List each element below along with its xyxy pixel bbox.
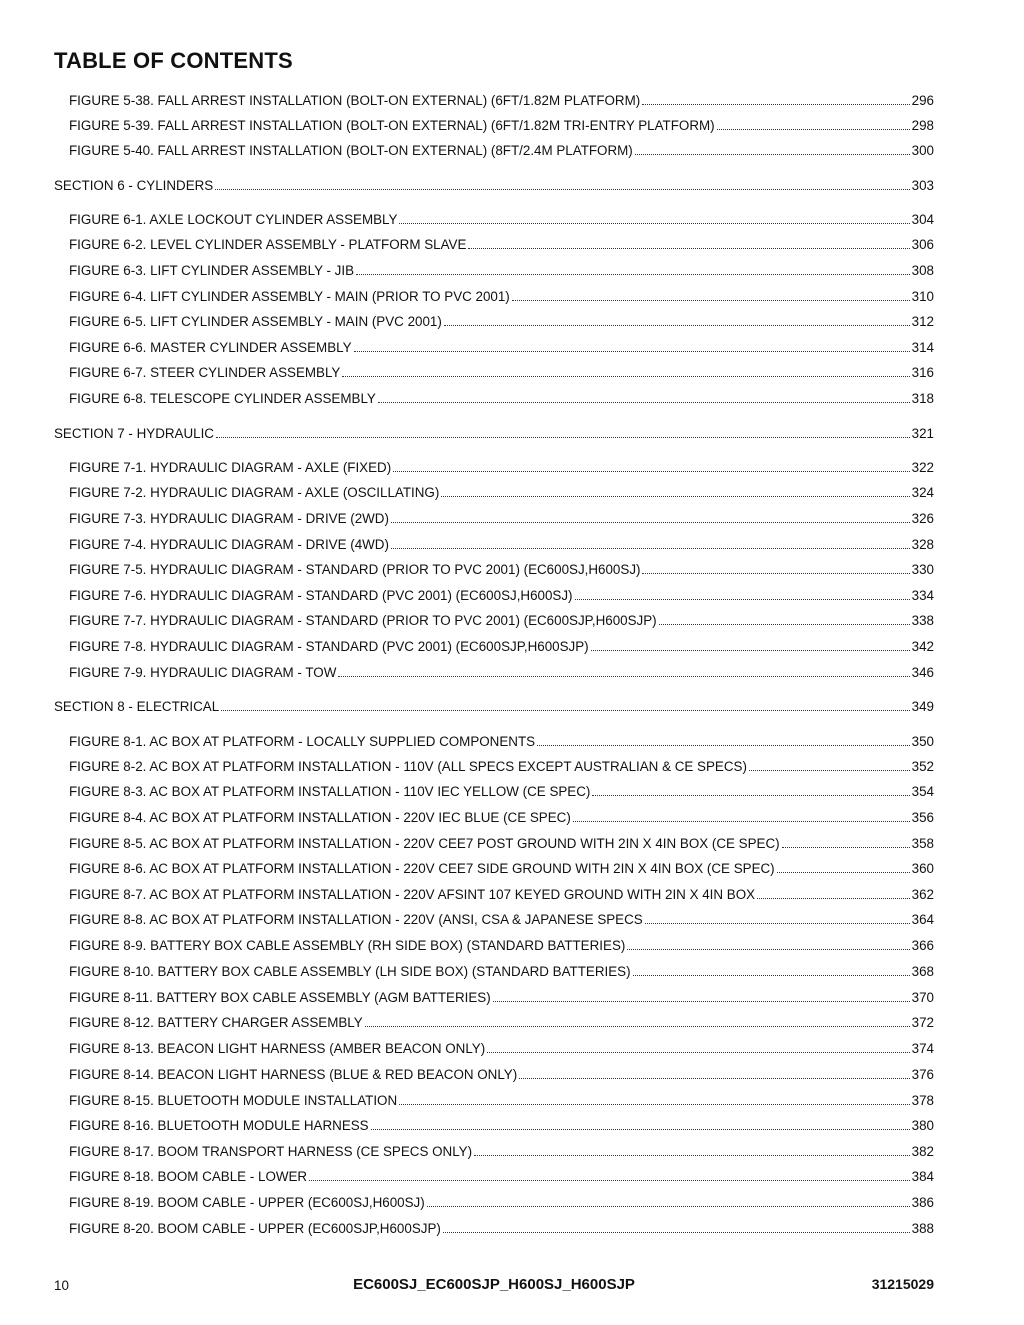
dot-leader — [537, 744, 910, 746]
toc-figure-entry[interactable] — [69, 511, 934, 527]
toc-entry-title: FIGURE 8-7. AC BOX AT PLATFORM INSTALLATION - 220V AFSINT 107 KEYED GROUND WITH 2IN X 4IN BOX — [69, 887, 756, 902]
toc-entry-page: 308 — [911, 263, 934, 278]
toc-figure-entry[interactable] — [69, 391, 934, 407]
toc-figure-entry[interactable] — [69, 1169, 934, 1185]
toc-entry-title: FIGURE 8-13. BEACON LIGHT HARNESS (AMBER BEACON ONLY) — [69, 1041, 486, 1056]
toc-entry-page: 388 — [911, 1221, 934, 1236]
toc-entry-title: FIGURE 5-40. FALL ARREST INSTALLATION (BOLT-ON EXTERNAL) (8FT/2.4M PLATFORM) — [69, 143, 633, 158]
toc-entry-title: FIGURE 6-5. LIFT CYLINDER ASSEMBLY - MAIN (PVC 2001) — [69, 314, 442, 329]
dot-leader — [215, 188, 909, 190]
toc-entry-title: SECTION 7 - HYDRAULIC — [54, 426, 214, 441]
toc-entry-title: FIGURE 8-9. BATTERY BOX CABLE ASSEMBLY (RH SIDE BOX) (STANDARD BATTERIES) — [69, 938, 626, 953]
toc-entry-title: FIGURE 7-5. HYDRAULIC DIAGRAM - STANDARD (PRIOR TO PVC 2001) (EC600SJ,H600SJ) — [69, 562, 641, 577]
toc-entry-page: 384 — [911, 1169, 934, 1184]
toc-section-entry[interactable] — [54, 178, 934, 194]
toc-entry-title: FIGURE 8-18. BOOM CABLE - LOWER — [69, 1169, 308, 1184]
toc-entry-title: FIGURE 8-1. AC BOX AT PLATFORM - LOCALLY SUPPLIED COMPONENTS — [69, 734, 536, 749]
dot-leader — [441, 495, 909, 497]
toc-entry-title: FIGURE 8-10. BATTERY BOX CABLE ASSEMBLY (LH SIDE BOX) (STANDARD BATTERIES) — [69, 964, 631, 979]
dot-leader — [645, 922, 910, 924]
toc-entry-title: FIGURE 8-6. AC BOX AT PLATFORM INSTALLATION - 220V CEE7 SIDE GROUND WITH 2IN X 4IN BOX (CE SPEC) — [69, 861, 775, 876]
toc-entry-page: 366 — [911, 938, 934, 953]
toc-entry-page: 324 — [911, 485, 934, 500]
footer-page-number: 10 — [54, 1278, 69, 1293]
toc-entry-page: 321 — [911, 426, 934, 441]
toc-entry-page: 300 — [911, 143, 934, 158]
toc-figure-entry[interactable] — [69, 938, 934, 954]
dot-leader — [575, 598, 910, 600]
toc-entry-title: FIGURE 5-39. FALL ARREST INSTALLATION (BOLT-ON EXTERNAL) (6FT/1.82M TRI-ENTRY PLATFORM) — [69, 118, 715, 133]
toc-figure-entry[interactable] — [69, 784, 934, 800]
toc-figure-entry[interactable] — [69, 365, 934, 381]
dot-leader — [642, 103, 909, 105]
toc-entry-title: FIGURE 6-8. TELESCOPE CYLINDER ASSEMBLY — [69, 391, 376, 406]
toc-entry-title: FIGURE 7-8. HYDRAULIC DIAGRAM - STANDARD (PVC 2001) (EC600SJP,H600SJP) — [69, 639, 589, 654]
toc-entry-title: FIGURE 7-9. HYDRAULIC DIAGRAM - TOW — [69, 665, 337, 680]
toc-entry-title: FIGURE 8-16. BLUETOOTH MODULE HARNESS — [69, 1118, 369, 1133]
toc-entry-page: 372 — [911, 1015, 934, 1030]
footer-doc-number: 31215029 — [871, 1276, 934, 1292]
toc-entry-page: 380 — [911, 1118, 934, 1133]
toc-figure-entry[interactable] — [69, 212, 934, 228]
dot-leader — [633, 974, 910, 976]
toc-entry-page: 362 — [911, 887, 934, 902]
dot-leader — [777, 871, 910, 873]
toc-entry-page: 382 — [911, 1144, 934, 1159]
toc-entry-page: 322 — [911, 460, 934, 475]
toc-entry-title: FIGURE 8-4. AC BOX AT PLATFORM INSTALLATION - 220V IEC BLUE (CE SPEC) — [69, 810, 571, 825]
toc-figure-entry[interactable] — [69, 964, 934, 980]
toc-entry-title: FIGURE 6-6. MASTER CYLINDER ASSEMBLY — [69, 340, 352, 355]
toc-entry-title: FIGURE 6-4. LIFT CYLINDER ASSEMBLY - MAIN (PRIOR TO PVC 2001) — [69, 289, 510, 304]
toc-entry-page: 330 — [911, 562, 934, 577]
toc-figure-entry[interactable] — [69, 237, 934, 253]
toc-figure-entry[interactable] — [69, 93, 934, 109]
toc-entry-page: 364 — [911, 912, 934, 927]
toc-entry-page: 298 — [911, 118, 934, 133]
toc-section-entry[interactable] — [54, 426, 934, 442]
toc-entry-title: SECTION 8 - ELECTRICAL — [54, 699, 220, 714]
dot-leader — [627, 948, 909, 950]
toc-figure-entry[interactable] — [69, 588, 934, 604]
toc-figure-entry[interactable] — [69, 912, 934, 928]
toc-entry-title: FIGURE 6-2. LEVEL CYLINDER ASSEMBLY - PLATFORM SLAVE — [69, 237, 467, 252]
toc-entry-page: 338 — [911, 613, 934, 628]
toc-entry-page: 350 — [911, 734, 934, 749]
toc-entry-page: 354 — [911, 784, 934, 799]
toc-entry-title: FIGURE 8-15. BLUETOOTH MODULE INSTALLATION — [69, 1093, 398, 1108]
toc-entry-title: FIGURE 8-2. AC BOX AT PLATFORM INSTALLATION - 110V (ALL SPECS EXCEPT AUSTRALIAN & CE SPECS) — [69, 759, 747, 774]
toc-entry-page: 326 — [911, 511, 934, 526]
dot-leader — [221, 709, 909, 711]
toc-entry-title: SECTION 6 - CYLINDERS — [54, 178, 214, 193]
dot-leader — [427, 1205, 910, 1207]
dot-leader — [782, 846, 910, 848]
toc-figure-entry[interactable] — [69, 1093, 934, 1109]
toc-entry-title: FIGURE 8-3. AC BOX AT PLATFORM INSTALLATION - 110V IEC YELLOW (CE SPEC) — [69, 784, 591, 799]
dot-leader — [378, 401, 910, 403]
toc-entry-title: FIGURE 7-4. HYDRAULIC DIAGRAM - DRIVE (4WD) — [69, 537, 389, 552]
toc-entry-page: 346 — [911, 665, 934, 680]
toc-entry-title: FIGURE 8-11. BATTERY BOX CABLE ASSEMBLY (AGM BATTERIES) — [69, 990, 491, 1005]
toc-entry-page: 314 — [911, 340, 934, 355]
dot-leader — [338, 675, 909, 677]
toc-figure-entry[interactable] — [69, 485, 934, 501]
toc-figure-entry[interactable] — [69, 537, 934, 553]
toc-entry-title: FIGURE 5-38. FALL ARREST INSTALLATION (BOLT-ON EXTERNAL) (6FT/1.82M PLATFORM) — [69, 93, 641, 108]
toc-entry-page: 312 — [911, 314, 934, 329]
toc-entry-page: 306 — [911, 237, 934, 252]
dot-leader — [391, 521, 910, 523]
toc-entry-page: 328 — [911, 537, 934, 552]
toc-figure-entry[interactable] — [69, 460, 934, 476]
dot-leader — [642, 572, 909, 574]
toc-figure-entry[interactable] — [69, 143, 934, 159]
dot-leader — [757, 897, 910, 899]
toc-entry-page: 318 — [911, 391, 934, 406]
toc-entry-title: FIGURE 8-5. AC BOX AT PLATFORM INSTALLATION - 220V CEE7 POST GROUND WITH 2IN X 4IN BOX (CE SPEC) — [69, 836, 780, 851]
toc-section-entry[interactable] — [54, 699, 934, 715]
dot-leader — [717, 128, 910, 130]
toc-entry-page: 334 — [911, 588, 934, 603]
dot-leader — [519, 1077, 909, 1079]
toc-figure-entry[interactable] — [69, 1118, 934, 1134]
toc-entry-page: 296 — [911, 93, 934, 108]
toc-figure-entry[interactable] — [69, 118, 934, 134]
toc-entry-page: 374 — [911, 1041, 934, 1056]
toc-figure-entry[interactable] — [69, 810, 934, 826]
toc-entry-page: 370 — [911, 990, 934, 1005]
toc-entry-page: 352 — [911, 759, 934, 774]
dot-leader — [356, 273, 910, 275]
dot-leader — [749, 769, 910, 771]
toc-entry-title: FIGURE 8-14. BEACON LIGHT HARNESS (BLUE & RED BEACON ONLY) — [69, 1067, 518, 1082]
toc-figure-entry[interactable] — [69, 1015, 934, 1031]
dot-leader — [573, 820, 910, 822]
toc-figure-entry[interactable] — [69, 340, 934, 356]
toc-figure-entry[interactable] — [69, 861, 934, 877]
toc-entry-page: 356 — [911, 810, 934, 825]
toc-entry-title: FIGURE 7-7. HYDRAULIC DIAGRAM - STANDARD (PRIOR TO PVC 2001) (EC600SJP,H600SJP) — [69, 613, 657, 628]
toc-figure-entry[interactable] — [69, 990, 934, 1006]
toc-figure-entry[interactable] — [69, 613, 934, 629]
toc-entry-page: 358 — [911, 836, 934, 851]
toc-entry-title: FIGURE 7-6. HYDRAULIC DIAGRAM - STANDARD (PVC 2001) (EC600SJ,H600SJ) — [69, 588, 573, 603]
dot-leader — [444, 324, 910, 326]
toc-figure-entry[interactable] — [69, 562, 934, 578]
dot-leader — [309, 1179, 910, 1181]
dot-leader — [393, 470, 909, 472]
toc-entry-page: 368 — [911, 964, 934, 979]
dot-leader — [354, 350, 910, 352]
toc-entry-page: 310 — [911, 289, 934, 304]
toc-entry-title: FIGURE 7-1. HYDRAULIC DIAGRAM - AXLE (FIXED) — [69, 460, 392, 475]
toc-entry-page: 342 — [911, 639, 934, 654]
toc-entry-title: FIGURE 6-7. STEER CYLINDER ASSEMBLY — [69, 365, 341, 380]
toc-figure-entry[interactable] — [69, 1221, 934, 1237]
toc-entry-title: FIGURE 6-3. LIFT CYLINDER ASSEMBLY - JIB — [69, 263, 355, 278]
toc-figure-entry[interactable] — [69, 1195, 934, 1211]
toc-entry-title: FIGURE 8-8. AC BOX AT PLATFORM INSTALLATION - 220V (ANSI, CSA & JAPANESE SPECS — [69, 912, 643, 927]
toc-figure-entry[interactable] — [69, 639, 934, 655]
page-footer — [54, 1276, 934, 1296]
toc-entry-page: 360 — [911, 861, 934, 876]
toc-figure-entry[interactable] — [69, 263, 934, 279]
toc-entry-title: FIGURE 8-20. BOOM CABLE - UPPER (EC600SJP,H600SJP) — [69, 1221, 441, 1236]
dot-leader — [474, 1154, 910, 1156]
dot-leader — [399, 1103, 910, 1105]
page-title: TABLE OF CONTENTS — [54, 48, 293, 73]
toc-entry-page: 376 — [911, 1067, 934, 1082]
toc-figure-entry[interactable] — [69, 836, 934, 852]
toc-entry-page: 349 — [911, 699, 934, 714]
dot-leader — [591, 649, 910, 651]
toc-entry-title: FIGURE 6-1. AXLE LOCKOUT CYLINDER ASSEMBLY — [69, 212, 398, 227]
toc-entry-title: FIGURE 7-2. HYDRAULIC DIAGRAM - AXLE (OSCILLATING) — [69, 485, 440, 500]
dot-leader — [592, 794, 909, 796]
dot-leader — [391, 547, 910, 549]
dot-leader — [371, 1128, 910, 1130]
dot-leader — [399, 222, 909, 224]
dot-leader — [216, 436, 910, 438]
toc-entry-page: 316 — [911, 365, 934, 380]
toc-figure-entry[interactable] — [69, 734, 934, 750]
dot-leader — [487, 1051, 909, 1053]
toc-entry-title: FIGURE 7-3. HYDRAULIC DIAGRAM - DRIVE (2WD) — [69, 511, 389, 526]
dot-leader — [512, 299, 910, 301]
toc-figure-entry[interactable] — [69, 759, 934, 775]
toc-entry-page: 386 — [911, 1195, 934, 1210]
toc-figure-entry[interactable] — [69, 1041, 934, 1057]
toc-entry-page: 304 — [911, 212, 934, 227]
dot-leader — [468, 247, 909, 249]
dot-leader — [342, 375, 909, 377]
dot-leader — [443, 1231, 910, 1233]
dot-leader — [659, 623, 910, 625]
toc-figure-entry[interactable] — [69, 1144, 934, 1160]
toc-figure-entry[interactable] — [69, 314, 934, 330]
toc-entry-title: FIGURE 8-12. BATTERY CHARGER ASSEMBLY — [69, 1015, 363, 1030]
toc-figure-entry[interactable] — [69, 1067, 934, 1083]
dot-leader — [365, 1025, 910, 1027]
toc-entry-title: FIGURE 8-17. BOOM TRANSPORT HARNESS (CE SPECS ONLY) — [69, 1144, 473, 1159]
toc-figure-entry[interactable] — [69, 887, 934, 903]
dot-leader — [635, 153, 910, 155]
toc-figure-entry[interactable] — [69, 289, 934, 305]
dot-leader — [493, 1000, 910, 1002]
toc-entry-page: 303 — [911, 178, 934, 193]
toc-figure-entry[interactable] — [69, 665, 934, 681]
toc-entry-page: 378 — [911, 1093, 934, 1108]
toc-entry-title: FIGURE 8-19. BOOM CABLE - UPPER (EC600SJ,H600SJ) — [69, 1195, 425, 1210]
footer-model: EC600SJ_EC600SJP_H600SJ_H600SJP — [353, 1276, 635, 1293]
